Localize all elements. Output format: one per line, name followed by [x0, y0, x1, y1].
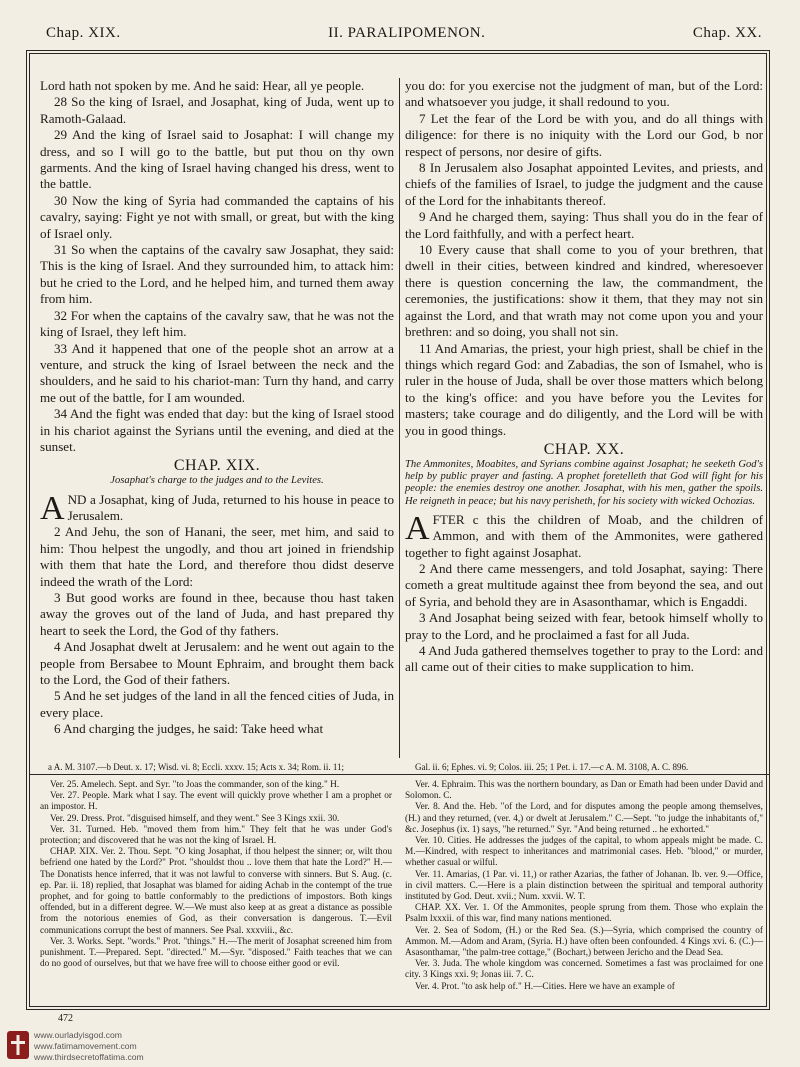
verse: 3 And Josaphat being seized with fear, betook himself wholly to pray to the Lord, and he proclaimed a fast for all Juda. [405, 610, 763, 642]
note: Ver. 29. Dress. Prot. "disguised himself, and they went." See 3 Kings xxii. 30. [50, 813, 340, 824]
note: Ver. 3. Juda. The whole kingdom was concerned. Sometimes a fast was proclaimed for one city. 3 Kings xxi. 9; Jonas iii. 7. C. [405, 959, 763, 981]
verse: 28 So the king of Israel, and Josaphat, king of Juda, went up to Ramoth-Galaad. [40, 94, 394, 126]
chapter-summary: Josaphat's charge to the judges and to the Levites. [110, 475, 324, 487]
note: Ver. 31. Turned. Heb. "moved them from him." They felt that he was under God's protection; and discovered that he was not the king of Israel. H. [40, 824, 392, 847]
verse: 32 For when the captains of the cavalry saw, that he was not the king of Israel, they left him. [40, 307, 394, 340]
cross-references-right: Gal. ii. 6; Ephes. vi. 9; Colos. iii. 25; 1 Pet. i. 17.—c A. M. 3108, A. C. 896. [415, 762, 689, 772]
note: Ver. 8. And the. Heb. "of the Lord, and for disputes among the people among themselves, (H.) and they returned, (ver. 4,) or dwelt at Jerusalem." C.—Sept. "to judge the inhabitants of," &c. Josephus (ix. 1) says, "he returned." Syr. "And being returned .. he exhorted." [405, 802, 763, 835]
verse: 3 But good works are found in thee, because thou hast taken away the groves out of the land of Juda, and hast prepared thy heart to seek the Lord, the God of thy fathers. [40, 589, 394, 638]
verse-first-text: ND a Josaphat, king of Juda, returned to his house in peace to Jerusalem. [67, 491, 394, 523]
header-book-title: II. PARALIPOMENON. [328, 24, 486, 41]
left-column [40, 78, 394, 738]
verse: 7 Let the fear of the Lord be with you, and do all things with diligence: for there is no iniquity with the Lord our God, b nor respect of persons, nor desire of gifts. [405, 110, 763, 159]
commentary-left [40, 780, 392, 970]
drop-cap: A [405, 509, 430, 547]
verse: 34 And the fight was ended that day: but the king of Israel stood in his chariot against the Syrians until the evening, and died at the sunset. [40, 406, 394, 454]
header-chapter-left: Chap. XIX. [46, 24, 121, 41]
verse: 11 And Amarias, the priest, your high priest, shall be chief in the things which regard God: and Zabadias, the son of Ismahel, who is ruler in the house of Juda, shall be over those matters which belong to the king's office: and you have before you the Levites for masters; take courage and do diligently, and the Lord will be with you in good things. [405, 340, 763, 438]
verse: Lord hath not spoken by me. And he said: Hear, all ye people. [40, 78, 365, 93]
verse: 29 And the king of Israel said to Josaphat: I will change my dress, and so I will go to the battle, but put thou on thy own garments. And the king of Israel having changed his dress, went to the battle. [40, 127, 394, 192]
footer-link[interactable]: www.ourladyisgod.com [34, 1030, 122, 1040]
note: Ver. 11. Amarias, (1 Par. vi. 11,) or rather Azarias, the father of Johanan. Ib. ver. 9.—Office, in civil matters. C.—Here is a plain distinction between the spiritual and temporal authority instituted by God. Deut. xvii.; Num. xxvii. W. T. [405, 869, 763, 903]
verse-first-text: FTER c this the children of Moab, and the children of Ammon, and with them of the Ammonites, were gathered together to fight against Josaphat. [405, 511, 763, 560]
verse: 33 And it happened that one of the people shot an arrow at a venture, and struck the king of Israel between the neck and the shoulders, and he said to his chariot-man: Turn thy hand, and carry me out of the battle, for I am wounded. [40, 340, 394, 405]
note: Ver. 3. Works. Sept. "words." Prot. "things." H.—The merit of Josaphat screened him from punishment. T.—Prepared. Sept. "directed." M.—Syr. "disposed." Faith teaches that we can do no good of ourselves, but that we have free will to choose either good or evil. [40, 936, 392, 970]
note: CHAP. XX. Ver. 1. Of the Ammonites, people sprung from them. Those who explain the Psalm lxxxii. of this war, find many nations mentioned. [405, 903, 763, 925]
verse: you do: for you exercise not the judgment of man, but of the Lord: and whatsoever you judge, it shall redound to you. [405, 78, 763, 110]
notes-rule [30, 774, 769, 775]
commentary-right [405, 780, 763, 993]
verse: 2 And there came messengers, and told Josaphat, saying: There cometh a great multitude against thee from beyond the sea, and out of Syria, and behold they are in Asasonthamar, which is Engaddi. [405, 560, 763, 609]
verse: 10 Every cause that shall come to you of your brethren, that dwell in their cities, between kindred and kindred, wheresoever there is question concerning the law, the commandment, the ceremonies, the justifications: show it them, that they may not sin against the Lord, and that wrath may not come upon you and your brethren: and so doing, you shall not sin. [405, 242, 763, 340]
page-number: 472 [58, 1013, 73, 1024]
note: Ver. 10. Cities. He addresses the judges of the capital, to whom appeals might be made. C. M.—Kindred, with respect to inheritances and matrimonial cases. Heb. "blood," or murder, whether casual or wilful. [405, 836, 763, 869]
verse: 2 And Jehu, the son of Hanani, the seer, met him, and said to him: Thou helpest the ungodly, and thou art joined in friendship with them that hate the Lord, and therefore thou didst deserve indeed the wrath of the Lord: [40, 524, 394, 589]
verse: 5 And he set judges of the land in all the fenced cities of Juda, in every place. [40, 688, 394, 720]
verse: 4 And Josaphat dwelt at Jerusalem: and he went out again to the people from Bersabee to Mount Ephraim, and brought them back to the Lord, the God of their fathers. [40, 639, 394, 688]
chapter-title: CHAP. XIX. [173, 457, 261, 475]
drop-cap: A [40, 489, 65, 527]
footer-link[interactable]: www.thirdsecretoffatima.com [34, 1052, 144, 1062]
verse: 30 Now the king of Syria had commanded the captains of his cavalry, saying: Fight ye not with small, or great, but with the king of Israel only. [40, 192, 394, 241]
verse: 6 And charging the judges, he said: Take heed what [54, 721, 324, 737]
note: Ver. 27. People. Mark what I say. The event will quickly prove whether I am a prophet or an impostor. H. [40, 791, 392, 813]
right-column [405, 78, 763, 676]
note: Ver. 4. Prot. "to ask help of." H.—Cities. Here we have an example of [415, 981, 675, 992]
verse: 8 In Jerusalem also Josaphat appointed Levites, and priests, and chiefs of the families of Israel, to judge the judgment and the cause of the Lord for the inhabitants thereof. [405, 160, 763, 208]
running-header [30, 18, 770, 48]
note: CHAP. XIX. Ver. 2. Thou. Sept. "O king Josaphat, if thou helpest the sinner; or, wilt thou befriend one hated by the Lord?" Prot. "shouldst thou .. love them that hate the Lord?" H.—The Donatists hence inferred, that it was not lawful to converse with sinners. But S. Aug. (c. ep. Par. ii. 18) replied, that Josaphat was blamed for aiding Achab in the contempt of the true prophet, and for going to battle conformably to the predictions of impostors. Both kings offended, but in a different degree. W.—We must also keep at as great a distance as possible from the notorious enemies of God, as their conversation is dangerous. T.—Evil communications corrupt the best of manners. See Psal. xxxviii., &c. [40, 847, 392, 936]
note: Ver. 25. Amelech. Sept. and Syr. "to Joas the commander, son of the king." H. [50, 780, 340, 790]
footer-link[interactable]: www.fatimamovement.com [34, 1041, 137, 1051]
header-chapter-right: Chap. XX. [692, 24, 762, 41]
verse: 31 So when the captains of the cavalry saw Josaphat, they said: This is the king of Israel. And they surrounded him, to attack him: but he cried to the Lord, and he helped him, and turned them away from him. [40, 242, 394, 307]
verse: 4 And Juda gathered themselves together to pray to the Lord: and all came out of their cities to make supplication to him. [405, 643, 763, 675]
chapter-summary: The Ammonites, Moabites, and Syrians combine against Josaphat; he seeketh God's help by public prayer and fasting. A prophet foretelleth that God will fight for his people: the enemies destroy one another. Josaphat, with his men, gather the spoils. He reigneth in peace; but his navy perisheth, for his society with wicked Ochozias. [405, 458, 763, 507]
note: Ver. 2. Sea of Sodom, (H.) or the Red Sea. (S.)—Syria, which comprised the country of Ammon. M.—Adom and Aram, (Syria. H.) have often been confounded. 4 Kings xvi. 6. (C.)—Asasonthamar, "the palm-tree cottage," (Bochart,) between Jericho and the Dead Sea. [405, 925, 763, 959]
cross-references-left: a A. M. 3107.—b Deut. x. 17; Wisd. vi. 8; Eccli. xxxv. 15; Acts x. 34; Rom. ii. 11; [48, 762, 345, 772]
note: Ver. 4. Ephraim. This was the northern boundary, as Dan or Emath had been under David and Solomon. C. [405, 780, 763, 802]
chapter-title: CHAP. XX. [543, 440, 625, 458]
verse-first [40, 489, 394, 527]
column-divider [399, 78, 400, 758]
verse-first [405, 509, 763, 561]
verse: 9 And he charged them, saying: Thus shall you do in the fear of the Lord faithfully, and with a perfect heart. [405, 209, 763, 241]
fatima-logo-icon [6, 1030, 30, 1060]
